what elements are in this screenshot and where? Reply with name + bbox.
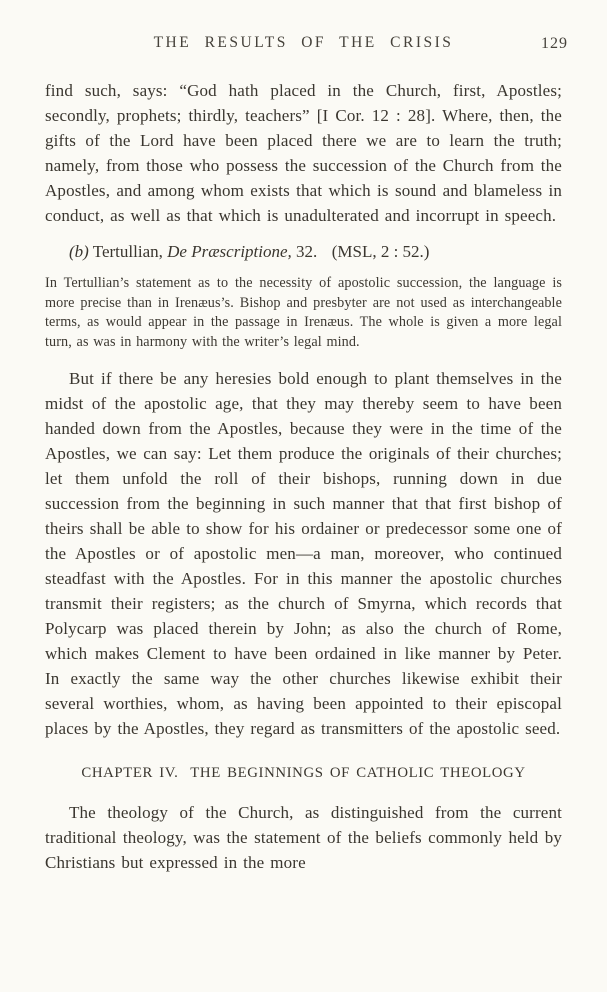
- citation-label: (b): [69, 242, 89, 261]
- citation-author: Tertullian,: [92, 242, 163, 261]
- paragraph-continuation: find such, says: “God hath placed in the Church, first, Apostles; secondly, prophets; thirdly, teachers” [I Cor. 12 : 28]. Where, then, the gifts of the Lord have been placed there we are to learn the truth; namely, from those who possess the succession of the Church from the Apostles, and among whom exists that which is sound and blameless in conduct, as well as that which is unadulterated and incorrupt in speech.: [45, 81, 562, 225]
- running-title: THE RESULTS OF THE CRISIS: [153, 34, 454, 51]
- paragraph-tertullian-quote: But if there be any heresies bold enough to plant themselves in the midst of the apostolic age, that they may thereby seem to have been handed down from the Apostles, because they were in the time of the Apostles, we can say: Let them produce the originals of their churches; let them unfold the roll of their bishops, running down in due succession from the beginning in such manner that that first bishop of theirs shall be able to show for his ordainer or predecessor some one of the Apostles or of apostolic men—a man, moreover, who continued steadfast with the Apostles. For in this manner the apostolic churches transmit their registers; as the church of Smyrna, which records that Polycarp was placed therein by John; as also the church of Rome, which makes Clement to have been ordained in like manner by Peter. In exactly the same way the other churches likewise exhibit their several worthies, whom, as having been appointed to their episcopal places by the Apostles, they regard as transmitters of the apostolic seed.: [45, 369, 562, 738]
- chapter-number: CHAPTER IV.: [81, 765, 179, 781]
- page-header: [45, 34, 568, 56]
- chapter-heading: [45, 765, 562, 782]
- paragraph-theology: The theology of the Church, as distinguished from the current traditional theology, was the statement of the beliefs commonly held by Christians but expressed in the more: [45, 803, 562, 872]
- chapter-title: THE BEGINNINGS OF CATHOLIC THEOLOGY: [190, 765, 526, 781]
- page-number: 129: [541, 35, 568, 52]
- citation-work: De Præscriptione,: [167, 242, 292, 261]
- citation-number: 32.: [296, 242, 318, 261]
- editorial-note: In Tertullian’s statement as to the necessity of apostolic succession, the language is more precise than in Irenæus’s. Bishop and presbyter are not used as interchangeable terms, as would appear in the passage in Irenæus. The whole is given a more legal turn, as was in harmony with the writer’s legal mind.: [45, 275, 562, 350]
- citation-line: [45, 239, 562, 264]
- citation-source: (MSL, 2 : 52.): [331, 242, 430, 261]
